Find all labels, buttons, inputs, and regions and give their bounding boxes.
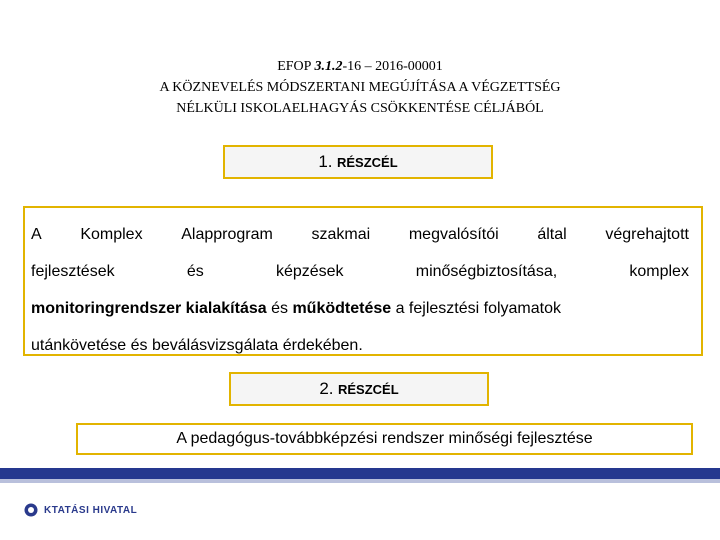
goal-1-mid: és [266, 300, 293, 317]
goal-2-label [229, 372, 489, 406]
logo-text: KTATÁSI HIVATAL [44, 504, 138, 516]
goal-1-line-1 [31, 216, 689, 253]
goal-1-line-1-word: Alapprogram [181, 226, 273, 243]
goal-1-description [23, 206, 703, 356]
goal-1-label [223, 145, 493, 179]
blue-circle-icon [24, 503, 38, 517]
header-line-3: NÉLKÜLI ISKOLAELHAGYÁS CSÖKKENTÉSE CÉLJÁBÓL [176, 101, 544, 116]
goal-1-rest: a fejlesztési folyamatok [391, 300, 561, 317]
goal-1-number: 1. [318, 152, 333, 171]
footer-bar-accent [0, 479, 720, 483]
goal-1-line-1-word: Komplex [80, 226, 143, 243]
goal-2-word: RÉSZCÉL [337, 382, 399, 397]
header-prefix: EFOP [277, 59, 315, 74]
document-header [0, 56, 720, 119]
goal-1-bold-1: monitoringrendszer kialakítása [31, 300, 267, 317]
goal-1-line-2-word: fejlesztések [31, 263, 115, 280]
goal-1-bold-2: működtetése [292, 300, 392, 317]
goal-1-line-2-word: képzések [275, 263, 344, 280]
header-line-1 [0, 56, 720, 77]
goal-1-word: RÉSZCÉL [336, 155, 398, 170]
goal-1-line-2 [31, 253, 689, 290]
goal-1-line-1-word: által [537, 226, 567, 243]
goal-1-line-1-word: megvalósítói [408, 226, 499, 243]
goal-2-number: 2. [319, 379, 334, 398]
oktatasi-hivatal-logo [24, 503, 137, 517]
goal-1-line-2-word: és [186, 263, 204, 280]
header-italic-code: 3.1.2 [314, 59, 343, 74]
header-line-2: A KÖZNEVELÉS MÓDSZERTANI MEGÚJÍTÁSA A VÉGZETTSÉG [159, 80, 561, 95]
goal-1-line-1-word: A [31, 226, 42, 243]
goal-2-description: A pedagógus-továbbképzési rendszer minőségi fejlesztése [76, 423, 693, 455]
goal-1-line-2-word: komplex [629, 263, 689, 280]
goal-1-line-1-word: szakmai [311, 226, 371, 243]
goal-1-line-1-word: végrehajtott [605, 226, 689, 243]
goal-1-line-4: utánkövetése és beválásvizsgálata érdekében. [31, 337, 363, 354]
goal-1-line-3 [31, 290, 689, 327]
footer-bar [0, 468, 720, 479]
header-suffix: -16 – 2016-00001 [342, 59, 443, 74]
goal-1-line-2-word: minőségbiztosítása, [415, 263, 558, 280]
